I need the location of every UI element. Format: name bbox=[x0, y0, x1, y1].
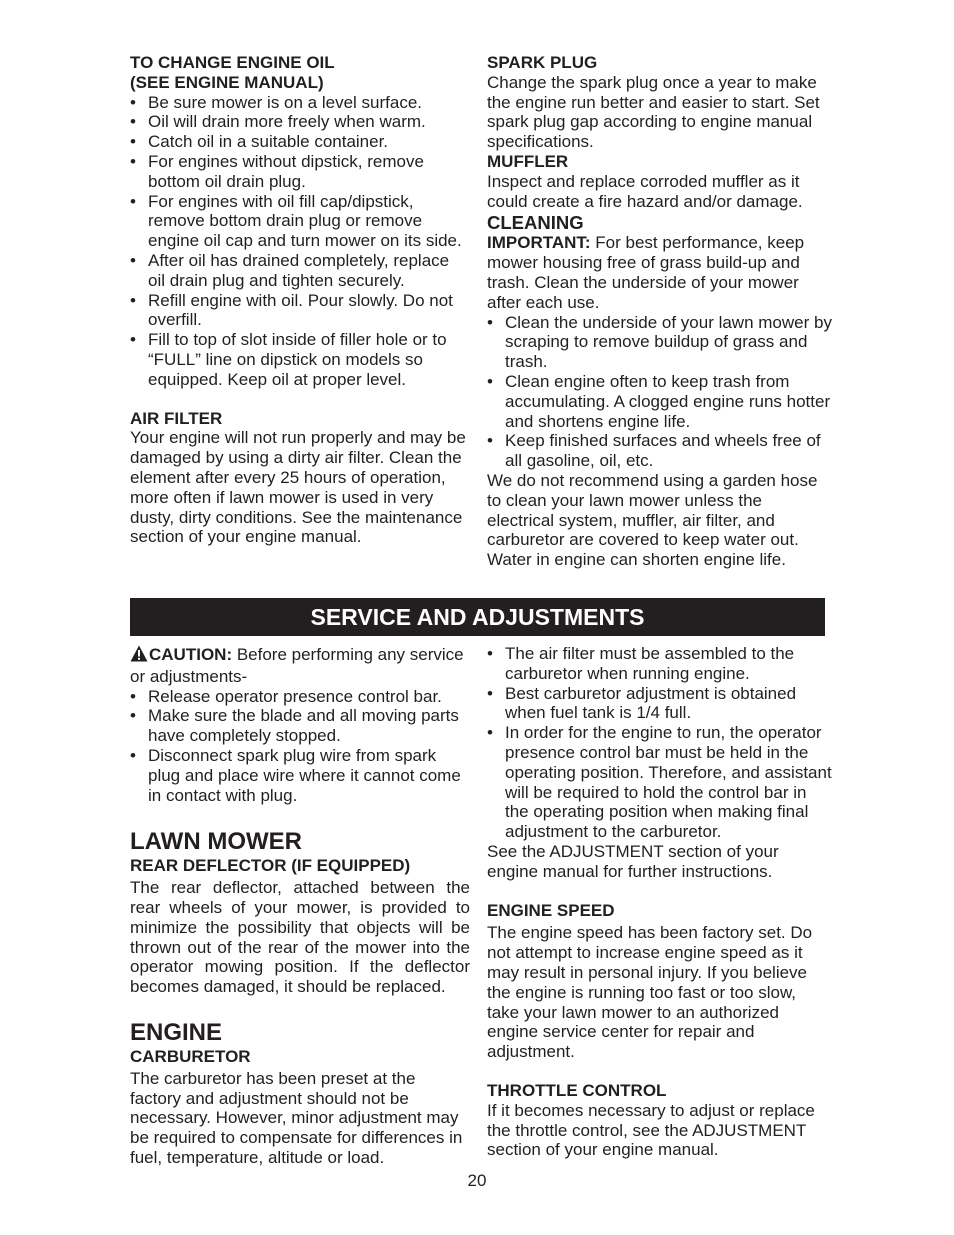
carburetor-heading: CARBURETOR bbox=[130, 1046, 251, 1066]
air-filter-heading: AIR FILTER bbox=[130, 408, 223, 428]
list-item: • Clean engine often to keep trash from accumulating. A clogged engine runs hotter and shortens engine life. bbox=[487, 372, 832, 431]
carburetor-speed-throttle-column bbox=[487, 644, 832, 1160]
list-item: • The air filter must be assembled to the carburetor when running engine. bbox=[487, 644, 832, 684]
caution-label: CAUTION: bbox=[149, 645, 233, 664]
see-adjustment-text: See the ADJUSTMENT section of your engine manual for further instructions. bbox=[487, 841, 779, 881]
oil-steps-list bbox=[130, 93, 470, 390]
list-item: • Best carburetor adjustment is obtained when fuel tank is 1/4 full. bbox=[487, 684, 832, 724]
list-item: • Disconnect spark plug wire from spark plug and place wire where it cannot come in contact with plug. bbox=[130, 746, 470, 805]
spark-plug-text: Change the spark plug once a year to make the engine run better and easier to start. Set spark plug gap according to engine manual specifications. bbox=[487, 72, 820, 152]
engine-heading: ENGINE bbox=[130, 1018, 223, 1046]
page-number: 20 bbox=[467, 1171, 487, 1190]
caution-list bbox=[130, 687, 470, 806]
oil-heading-line2: (SEE ENGINE MANUAL) bbox=[130, 72, 324, 92]
muffler-heading: MUFFLER bbox=[487, 151, 569, 171]
important-text: For best performance, keep mower housing free of grass build-up and trash. Clean the underside of your mower after each use. bbox=[487, 233, 805, 312]
list-item: • After oil has drained completely, replace oil drain plug and tighten securely. bbox=[130, 251, 470, 291]
list-item: • For engines with oil fill cap/dipstick, remove bottom drain plug or remove engine oil cap and turn mower on its side. bbox=[130, 192, 470, 251]
carburetor-list bbox=[487, 644, 832, 842]
important-label: IMPORTANT: bbox=[487, 233, 591, 253]
warning-triangle-icon bbox=[130, 645, 148, 667]
oil-air-column bbox=[130, 53, 470, 547]
rear-deflector-text: The rear deflector, attached between the rear wheels of your mower, is provided to minimize the possibility that objects will be thrown out of the rear of the mower into the operator mowing position. If the deflector becomes damaged, it should be replaced. bbox=[130, 878, 470, 997]
list-item: • Keep finished surfaces and wheels free of all gasoline, oil, etc. bbox=[487, 431, 832, 471]
rear-deflector-heading: REAR DEFLECTOR (IF EQUIPPED) bbox=[130, 856, 411, 876]
spark-plug-heading: SPARK PLUG bbox=[487, 53, 598, 72]
caution-lawnmower-engine-column bbox=[130, 645, 470, 1168]
carburetor-text: The carburetor has been preset at the factory and adjustment should not be necessary. However, minor adjustment may be required to compensate for differences in fuel, temperature, altitude or load. bbox=[130, 1068, 463, 1167]
throttle-control-text: If it becomes necessary to adjust or replace the throttle control, see the ADJUSTMENT section of your engine manual. bbox=[487, 1100, 815, 1160]
caution-note bbox=[130, 645, 470, 687]
list-item: • In order for the engine to run, the operator presence control bar must be held in the operating position. Therefore, and assistant will be required to hold the control bar in the operating position when making final adjustment to the carburetor. bbox=[487, 723, 832, 842]
list-item: • Clean the underside of your lawn mower by scraping to remove buildup of grass and trash. bbox=[487, 313, 832, 372]
list-item: • Be sure mower is on a level surface. bbox=[130, 93, 470, 113]
lawn-mower-heading: LAWN MOWER bbox=[130, 828, 302, 856]
engine-speed-heading: ENGINE SPEED bbox=[487, 900, 615, 920]
section-banner: SERVICE AND ADJUSTMENTS bbox=[130, 598, 825, 636]
throttle-control-heading: THROTTLE CONTROL bbox=[487, 1080, 667, 1100]
spark-muffler-cleaning-column bbox=[487, 53, 832, 570]
muffler-text: Inspect and replace corroded muffler as it could create a fire hazard and/or damage. bbox=[487, 171, 803, 211]
list-item: • Make sure the blade and all moving parts have completely stopped. bbox=[130, 706, 470, 746]
list-item: • Fill to top of slot inside of filler hole or to “FULL” line on dipstick on models so equipped. Keep oil at proper level. bbox=[130, 330, 470, 389]
engine-speed-text: The engine speed has been factory set. Do not attempt to increase engine speed as it may result in personal injury. If you believe the engine is running too fast or too slow, take your lawn mower to an authorized engine service center for repair and adjustment. bbox=[487, 923, 813, 1062]
oil-heading-line1: TO CHANGE ENGINE OIL bbox=[130, 53, 335, 72]
list-item: • Release operator presence control bar. bbox=[130, 687, 470, 707]
list-item: • Oil will drain more freely when warm. bbox=[130, 112, 470, 132]
air-filter-text: Your engine will not run properly and may be damaged by using a dirty air filter. Clean the element after every 25 hours of operation, more often if lawn mower is used in very dusty, dirty conditions. See the maintenance section of your engine manual. bbox=[130, 428, 466, 547]
list-item: • Refill engine with oil. Pour slowly. Do not overfill. bbox=[130, 291, 470, 331]
list-item: • For engines without dipstick, remove bottom oil drain plug. bbox=[130, 152, 470, 192]
caution-text: Before performing any service or adjustments- bbox=[130, 645, 464, 686]
list-item: • Catch oil in a suitable container. bbox=[130, 132, 470, 152]
hose-warning-text: We do not recommend using a garden hose to clean your lawn mower unless the electrical system, muffler, air filter, and carburetor are covered to keep water out. Water in engine can shorten engine life. bbox=[487, 470, 818, 570]
cleaning-list bbox=[487, 313, 832, 471]
important-note bbox=[487, 233, 832, 312]
cleaning-heading: CLEANING bbox=[487, 212, 584, 234]
